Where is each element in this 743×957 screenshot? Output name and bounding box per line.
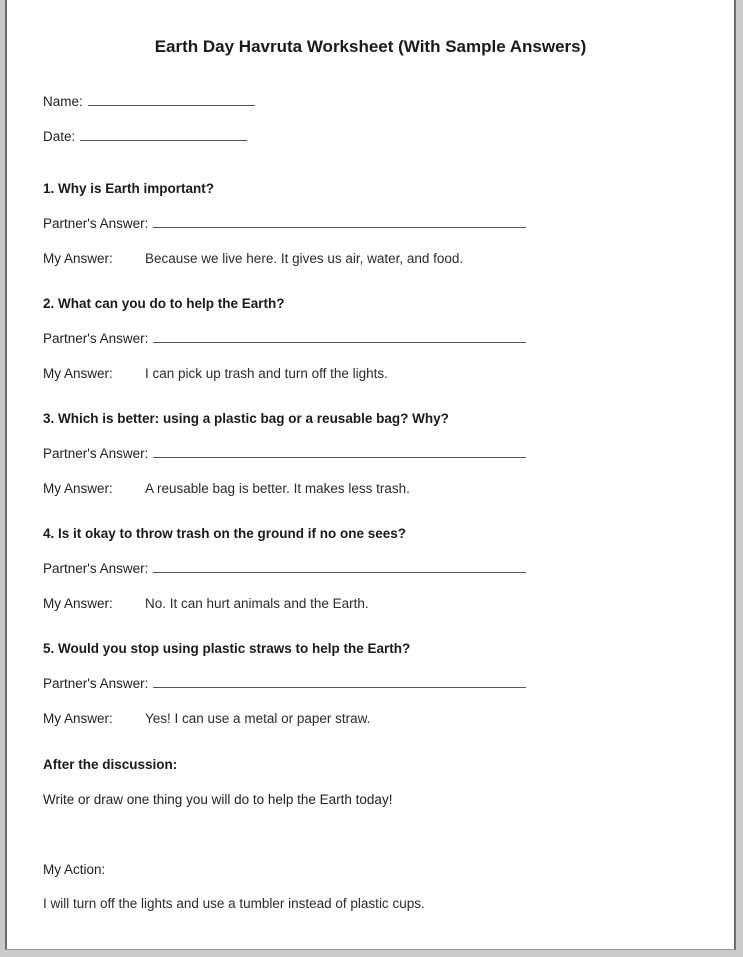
my-action-label: My Action: xyxy=(43,862,106,877)
question-block xyxy=(43,295,698,382)
partner-answer-row xyxy=(43,330,698,347)
my-answer-label: My Answer: xyxy=(43,596,113,611)
question-block xyxy=(43,640,698,727)
worksheet-page xyxy=(5,0,736,950)
my-answer-label: My Answer: xyxy=(43,366,113,381)
question-block xyxy=(43,525,698,612)
partner-answer-label: Partner's Answer: xyxy=(43,331,149,346)
my-answer-text: A reusable bag is better. It makes less trash. xyxy=(145,481,410,496)
my-answer-row xyxy=(43,250,698,267)
partner-answer-blank-line xyxy=(153,445,526,458)
my-answer-label: My Answer: xyxy=(43,711,113,726)
my-answer-row xyxy=(43,365,698,382)
question-heading: 1. Why is Earth important? xyxy=(43,181,215,196)
date-field-row xyxy=(43,128,698,145)
partner-answer-row xyxy=(43,675,698,692)
partner-answer-row xyxy=(43,560,698,577)
questions-list xyxy=(43,180,698,727)
partner-answer-label: Partner's Answer: xyxy=(43,446,149,461)
my-answer-row xyxy=(43,480,698,497)
my-answer-label: My Answer: xyxy=(43,251,113,266)
question-heading: 5. Would you stop using plastic straws to help the Earth? xyxy=(43,641,411,656)
partner-answer-blank-line xyxy=(153,215,526,228)
partner-answer-label: Partner's Answer: xyxy=(43,216,149,231)
my-answer-label: My Answer: xyxy=(43,481,113,496)
partner-answer-blank-line xyxy=(153,675,526,688)
date-blank-line xyxy=(80,128,247,141)
partner-answer-label: Partner's Answer: xyxy=(43,676,149,691)
my-answer-row xyxy=(43,710,698,727)
after-discussion-heading: After the discussion: xyxy=(43,757,178,772)
question-heading: 4. Is it okay to throw trash on the ground if no one sees? xyxy=(43,526,407,541)
partner-answer-blank-line xyxy=(153,560,526,573)
date-label: Date: xyxy=(43,129,76,144)
after-discussion-section xyxy=(43,756,698,912)
page-title: Earth Day Havruta Worksheet (With Sample Answers) xyxy=(154,37,587,56)
partner-answer-blank-line xyxy=(153,330,526,343)
question-block xyxy=(43,410,698,497)
my-answer-text: No. It can hurt animals and the Earth. xyxy=(145,596,369,611)
my-answer-row xyxy=(43,595,698,612)
partner-answer-row xyxy=(43,215,698,232)
partner-answer-row xyxy=(43,445,698,462)
my-answer-text: Because we live here. It gives us air, water, and food. xyxy=(145,251,464,266)
name-field-row xyxy=(43,93,698,110)
my-answer-text: I can pick up trash and turn off the lights. xyxy=(145,366,388,381)
question-heading: 2. What can you do to help the Earth? xyxy=(43,296,285,311)
partner-answer-label: Partner's Answer: xyxy=(43,561,149,576)
question-block xyxy=(43,180,698,267)
name-label: Name: xyxy=(43,94,83,109)
my-answer-text: Yes! I can use a metal or paper straw. xyxy=(145,711,371,726)
my-action-text: I will turn off the lights and use a tumbler instead of plastic cups. xyxy=(43,896,425,911)
question-heading: 3. Which is better: using a plastic bag or a reusable bag? Why? xyxy=(43,411,449,426)
name-blank-line xyxy=(88,93,255,106)
after-discussion-instruction: Write or draw one thing you will do to help the Earth today! xyxy=(43,792,393,807)
